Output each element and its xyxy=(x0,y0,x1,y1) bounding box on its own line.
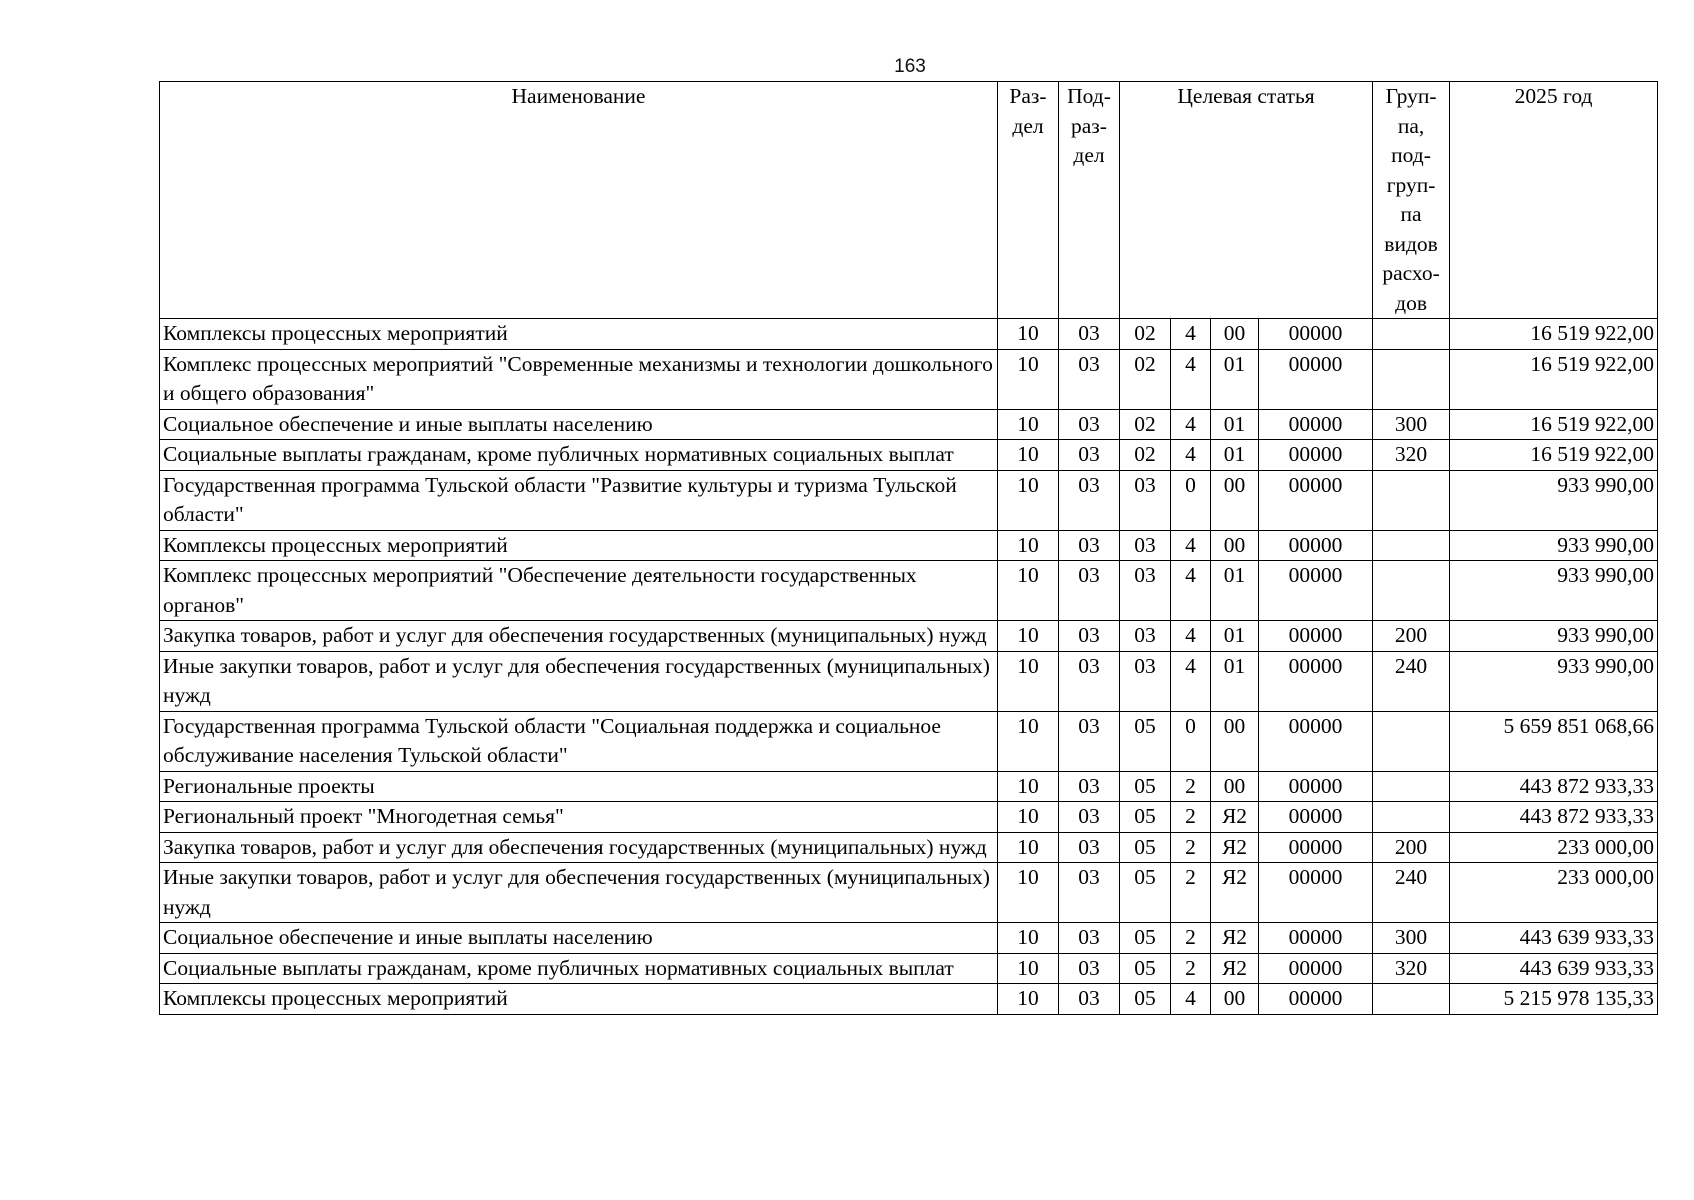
row-target-direction: 00000 xyxy=(1259,984,1373,1015)
row-podrazdel: 03 xyxy=(1059,711,1120,771)
row-razdel: 10 xyxy=(998,409,1059,440)
row-razdel: 10 xyxy=(998,440,1059,471)
row-target-type: 2 xyxy=(1171,802,1211,833)
row-target-structural: Я2 xyxy=(1211,802,1259,833)
header-year: 2025 год xyxy=(1450,82,1658,319)
table-row xyxy=(160,832,1658,863)
table-row xyxy=(160,470,1658,530)
table-row xyxy=(160,530,1658,561)
row-razdel: 10 xyxy=(998,561,1059,621)
table-row xyxy=(160,711,1658,771)
row-name: Закупка товаров, работ и услуг для обеспечения государственных (муниципальных) нужд xyxy=(160,832,998,863)
header-name: Наименование xyxy=(160,82,998,319)
row-target-structural: 01 xyxy=(1211,409,1259,440)
row-target-program: 02 xyxy=(1120,409,1171,440)
row-name: Региональные проекты xyxy=(160,771,998,802)
row-amount: 933 990,00 xyxy=(1450,621,1658,652)
row-razdel: 10 xyxy=(998,953,1059,984)
row-razdel: 10 xyxy=(998,711,1059,771)
row-name: Комплекс процессных мероприятий "Обеспечение деятельности государственных органов" xyxy=(160,561,998,621)
row-podrazdel: 03 xyxy=(1059,802,1120,833)
row-target-structural: 00 xyxy=(1211,530,1259,561)
row-target-type: 4 xyxy=(1171,621,1211,652)
row-target-program: 05 xyxy=(1120,984,1171,1015)
row-target-type: 0 xyxy=(1171,711,1211,771)
row-target-type: 4 xyxy=(1171,984,1211,1015)
row-podrazdel: 03 xyxy=(1059,771,1120,802)
row-target-direction: 00000 xyxy=(1259,319,1373,350)
row-target-direction: 00000 xyxy=(1259,832,1373,863)
row-target-type: 4 xyxy=(1171,409,1211,440)
row-amount: 233 000,00 xyxy=(1450,863,1658,923)
row-amount: 443 639 933,33 xyxy=(1450,923,1658,954)
row-expense-group xyxy=(1373,711,1450,771)
row-expense-group: 320 xyxy=(1373,440,1450,471)
row-podrazdel: 03 xyxy=(1059,349,1120,409)
table-row xyxy=(160,802,1658,833)
row-razdel: 10 xyxy=(998,651,1059,711)
row-target-type: 4 xyxy=(1171,561,1211,621)
row-target-program: 05 xyxy=(1120,711,1171,771)
row-target-program: 02 xyxy=(1120,440,1171,471)
row-target-direction: 00000 xyxy=(1259,711,1373,771)
row-target-program: 05 xyxy=(1120,832,1171,863)
row-name: Иные закупки товаров, работ и услуг для обеспечения государственных (муниципальных) нужд xyxy=(160,651,998,711)
header-group: Груп- па, под- груп- па видов расхо- дов xyxy=(1373,82,1450,319)
row-target-structural: 01 xyxy=(1211,440,1259,471)
row-target-structural: 00 xyxy=(1211,319,1259,350)
row-name: Государственная программа Тульской области "Социальная поддержка и социальное обслуживание населения Тульской области" xyxy=(160,711,998,771)
row-target-structural: 01 xyxy=(1211,349,1259,409)
row-target-program: 03 xyxy=(1120,561,1171,621)
row-target-type: 2 xyxy=(1171,771,1211,802)
table-row xyxy=(160,984,1658,1015)
row-razdel: 10 xyxy=(998,832,1059,863)
row-target-program: 03 xyxy=(1120,470,1171,530)
row-target-type: 4 xyxy=(1171,530,1211,561)
row-podrazdel: 03 xyxy=(1059,832,1120,863)
table-row xyxy=(160,349,1658,409)
row-name: Социальное обеспечение и иные выплаты населению xyxy=(160,409,998,440)
header-row xyxy=(160,82,1658,319)
row-target-direction: 00000 xyxy=(1259,923,1373,954)
table-row xyxy=(160,953,1658,984)
header-razdel: Раз- дел xyxy=(998,82,1059,319)
row-name: Социальное обеспечение и иные выплаты населению xyxy=(160,923,998,954)
table-row xyxy=(160,621,1658,652)
row-target-structural: 01 xyxy=(1211,621,1259,652)
row-amount: 443 872 933,33 xyxy=(1450,802,1658,833)
row-target-direction: 00000 xyxy=(1259,561,1373,621)
row-target-direction: 00000 xyxy=(1259,802,1373,833)
row-target-program: 05 xyxy=(1120,863,1171,923)
row-target-program: 03 xyxy=(1120,621,1171,652)
row-target-program: 02 xyxy=(1120,319,1171,350)
header-target-article: Целевая статья xyxy=(1120,82,1373,319)
row-razdel: 10 xyxy=(998,984,1059,1015)
row-target-type: 2 xyxy=(1171,863,1211,923)
row-podrazdel: 03 xyxy=(1059,561,1120,621)
row-name: Комплексы процессных мероприятий xyxy=(160,984,998,1015)
row-expense-group: 200 xyxy=(1373,621,1450,652)
row-amount: 933 990,00 xyxy=(1450,561,1658,621)
row-name: Иные закупки товаров, работ и услуг для обеспечения государственных (муниципальных) нужд xyxy=(160,863,998,923)
row-razdel: 10 xyxy=(998,863,1059,923)
table-row xyxy=(160,863,1658,923)
table-row xyxy=(160,319,1658,350)
table-row xyxy=(160,651,1658,711)
row-target-type: 4 xyxy=(1171,440,1211,471)
table-row xyxy=(160,440,1658,471)
row-name: Комплексы процессных мероприятий xyxy=(160,530,998,561)
row-amount: 5 659 851 068,66 xyxy=(1450,711,1658,771)
row-target-direction: 00000 xyxy=(1259,651,1373,711)
row-expense-group: 240 xyxy=(1373,651,1450,711)
row-target-direction: 00000 xyxy=(1259,440,1373,471)
table-row xyxy=(160,923,1658,954)
row-podrazdel: 03 xyxy=(1059,319,1120,350)
row-target-structural: 00 xyxy=(1211,984,1259,1015)
row-target-direction: 00000 xyxy=(1259,409,1373,440)
row-target-direction: 00000 xyxy=(1259,530,1373,561)
row-podrazdel: 03 xyxy=(1059,651,1120,711)
row-razdel: 10 xyxy=(998,319,1059,350)
row-target-program: 03 xyxy=(1120,530,1171,561)
row-amount: 5 215 978 135,33 xyxy=(1450,984,1658,1015)
table-row xyxy=(160,561,1658,621)
table-row xyxy=(160,409,1658,440)
row-expense-group: 300 xyxy=(1373,923,1450,954)
row-razdel: 10 xyxy=(998,621,1059,652)
row-razdel: 10 xyxy=(998,470,1059,530)
row-target-structural: 01 xyxy=(1211,651,1259,711)
row-name: Закупка товаров, работ и услуг для обеспечения государственных (муниципальных) нужд xyxy=(160,621,998,652)
row-target-type: 4 xyxy=(1171,319,1211,350)
row-amount: 443 639 933,33 xyxy=(1450,953,1658,984)
row-target-type: 4 xyxy=(1171,349,1211,409)
row-target-direction: 00000 xyxy=(1259,621,1373,652)
row-target-direction: 00000 xyxy=(1259,349,1373,409)
row-expense-group xyxy=(1373,802,1450,833)
row-target-direction: 00000 xyxy=(1259,953,1373,984)
row-amount: 933 990,00 xyxy=(1450,530,1658,561)
row-name: Комплекс процессных мероприятий "Современные механизмы и технологии дошкольного и общего образования" xyxy=(160,349,998,409)
row-podrazdel: 03 xyxy=(1059,984,1120,1015)
row-podrazdel: 03 xyxy=(1059,440,1120,471)
row-target-structural: 00 xyxy=(1211,711,1259,771)
row-target-structural: 00 xyxy=(1211,771,1259,802)
row-podrazdel: 03 xyxy=(1059,621,1120,652)
row-podrazdel: 03 xyxy=(1059,863,1120,923)
row-amount: 233 000,00 xyxy=(1450,832,1658,863)
row-target-type: 0 xyxy=(1171,470,1211,530)
row-razdel: 10 xyxy=(998,771,1059,802)
row-target-direction: 00000 xyxy=(1259,771,1373,802)
row-razdel: 10 xyxy=(998,923,1059,954)
row-razdel: 10 xyxy=(998,530,1059,561)
row-name: Социальные выплаты гражданам, кроме публичных нормативных социальных выплат xyxy=(160,953,998,984)
row-amount: 16 519 922,00 xyxy=(1450,440,1658,471)
row-razdel: 10 xyxy=(998,802,1059,833)
row-expense-group xyxy=(1373,561,1450,621)
row-target-direction: 00000 xyxy=(1259,470,1373,530)
row-amount: 443 872 933,33 xyxy=(1450,771,1658,802)
row-target-structural: Я2 xyxy=(1211,832,1259,863)
row-amount: 16 519 922,00 xyxy=(1450,349,1658,409)
row-target-direction: 00000 xyxy=(1259,863,1373,923)
row-podrazdel: 03 xyxy=(1059,470,1120,530)
row-target-program: 05 xyxy=(1120,802,1171,833)
row-target-structural: 00 xyxy=(1211,470,1259,530)
row-name: Региональный проект "Многодетная семья" xyxy=(160,802,998,833)
row-target-program: 02 xyxy=(1120,349,1171,409)
row-target-program: 05 xyxy=(1120,771,1171,802)
row-target-type: 2 xyxy=(1171,953,1211,984)
row-expense-group: 240 xyxy=(1373,863,1450,923)
row-amount: 16 519 922,00 xyxy=(1450,319,1658,350)
row-expense-group: 200 xyxy=(1373,832,1450,863)
row-target-type: 2 xyxy=(1171,832,1211,863)
row-podrazdel: 03 xyxy=(1059,409,1120,440)
row-name: Социальные выплаты гражданам, кроме публичных нормативных социальных выплат xyxy=(160,440,998,471)
row-razdel: 10 xyxy=(998,349,1059,409)
row-target-type: 2 xyxy=(1171,923,1211,954)
row-target-structural: Я2 xyxy=(1211,923,1259,954)
row-name: Комплексы процессных мероприятий xyxy=(160,319,998,350)
row-target-structural: Я2 xyxy=(1211,953,1259,984)
page-number: 163 xyxy=(894,56,926,77)
row-expense-group xyxy=(1373,319,1450,350)
row-expense-group xyxy=(1373,470,1450,530)
table-row xyxy=(160,771,1658,802)
row-amount: 933 990,00 xyxy=(1450,470,1658,530)
row-expense-group xyxy=(1373,984,1450,1015)
row-amount: 16 519 922,00 xyxy=(1450,409,1658,440)
row-target-structural: Я2 xyxy=(1211,863,1259,923)
row-target-program: 05 xyxy=(1120,923,1171,954)
row-expense-group: 320 xyxy=(1373,953,1450,984)
row-expense-group xyxy=(1373,349,1450,409)
row-expense-group: 300 xyxy=(1373,409,1450,440)
row-expense-group xyxy=(1373,530,1450,561)
row-target-type: 4 xyxy=(1171,651,1211,711)
row-target-structural: 01 xyxy=(1211,561,1259,621)
row-target-program: 03 xyxy=(1120,651,1171,711)
budget-table xyxy=(159,81,1658,1015)
row-podrazdel: 03 xyxy=(1059,923,1120,954)
row-target-program: 05 xyxy=(1120,953,1171,984)
row-name: Государственная программа Тульской области "Развитие культуры и туризма Тульской области" xyxy=(160,470,998,530)
row-podrazdel: 03 xyxy=(1059,530,1120,561)
row-amount: 933 990,00 xyxy=(1450,651,1658,711)
header-podrazdel: Под- раз- дел xyxy=(1059,82,1120,319)
row-podrazdel: 03 xyxy=(1059,953,1120,984)
row-expense-group xyxy=(1373,771,1450,802)
